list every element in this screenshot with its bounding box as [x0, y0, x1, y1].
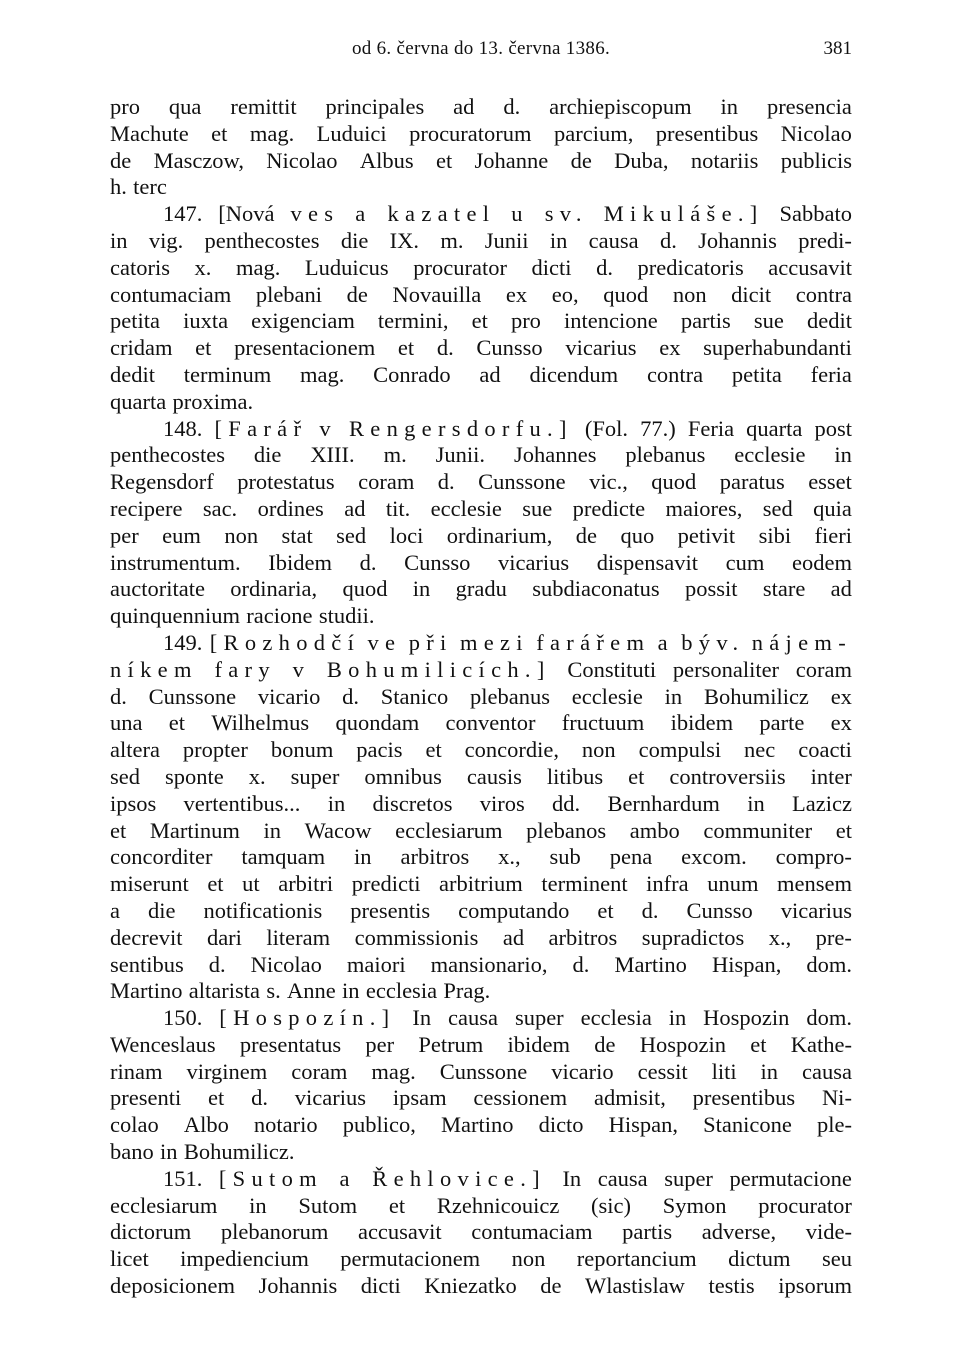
- text-line: a die notificationis presentis computando et d. Cunsso vicarius: [110, 897, 852, 923]
- text-line: per eum non stat sed loci ordinarium, de quo petivit sibi fieri: [110, 522, 852, 548]
- text-line: deposicionem Johannis dicti Kniezatko de Wlastislaw testis ipsorum: [110, 1273, 852, 1299]
- text-line: petita iuxta exigenciam termini, et pro intencione partis sue dedit: [110, 308, 852, 334]
- text-line: 151. [Sutom a Řehlovice.] In causa super permutacione: [163, 1165, 852, 1191]
- text-line: sentibus d. Nicolao maiori mansionario, d. Martino Hispan, dom.: [110, 951, 852, 977]
- text-line: sed sponte x. super omnibus causis litibus et controversiis inter: [110, 763, 852, 789]
- text-line: quinquennium racione studii.: [110, 603, 375, 629]
- text-line: miserunt et ut arbitri predicti arbitrium terminent infra unum mensem: [110, 871, 852, 897]
- text-line: licet impediencium permutacionem non reportancium dictum seu: [110, 1246, 852, 1272]
- text-line: quarta proxima.: [110, 388, 254, 414]
- text-line: ecclesiarum in Sutom et Rzehnicouicz (sic) Symon procurator: [110, 1192, 852, 1218]
- page-number: 381: [823, 38, 852, 59]
- text-line: recipere sac. ordines ad tit. ecclesie sue predicte maiores, sed quia: [110, 495, 852, 521]
- text-line: concorditer tamquam in arbitros x., sub pena excom. compro-: [110, 844, 852, 870]
- text-line: auctoritate ordinaria, quod in gradu subdiaconatus possit stare ad: [110, 576, 852, 602]
- running-head: od 6. června do 13. června 1386.: [351, 38, 611, 59]
- text-line: 147. [Nová ves a kazatel u sv. Mikuláše.] Sabbato: [163, 201, 852, 227]
- text-line: colao Albo notario publico, Martino dicto Hispan, Stanicone ple-: [110, 1112, 852, 1138]
- text-line: catoris x. mag. Luduicus procurator dicti d. predicatoris accusavit: [110, 254, 852, 280]
- text-line: in vig. penthecostes die IX. m. Junii in causa d. Johannis predi-: [110, 227, 852, 253]
- text-line: Martino altarista s. Anne in ecclesia Prag.: [110, 978, 491, 1004]
- text-line: 148. [Farář v Rengersdorfu.] (Fol. 77.) Feria quarta post: [163, 415, 852, 441]
- text-line: Regensdorf protestatus coram d. Cunssone vic., quod paratus esset: [110, 469, 852, 495]
- page-header: [110, 38, 852, 64]
- text-line: decrevit dari literam commissionis ad arbitros supradictos x., pre-: [110, 924, 852, 950]
- text-line: ipsos vertentibus... in discretos viros dd. Bernhardum in Lazicz: [110, 790, 852, 816]
- text-line: contumaciam plebani de Novauilla ex eo, quod non dicit contra: [110, 281, 852, 307]
- text-line: cridam et presentacionem et d. Cunsso vicarius ex superhabundanti: [110, 335, 852, 361]
- text-line: de Masczow, Nicolao Albus et Johanne de Duba, notariis publicis: [110, 147, 852, 173]
- text-line: et Martinum in Wacow ecclesiarum plebanos ambo communiter et: [110, 817, 852, 843]
- text-line: dictorum plebanorum accusavit contumaciam partis adverse, vide-: [110, 1219, 852, 1245]
- text-line: instrumentum. Ibidem d. Cunsso vicarius dispensavit cum eodem: [110, 549, 852, 575]
- text-line: 149. [Rozhodčí ve při mezi farářem a býv. nájem-: [163, 629, 852, 655]
- text-line: penthecostes die XIII. m. Junii. Johannes plebanus ecclesie in: [110, 442, 852, 468]
- text-line: bano in Bohumilicz.: [110, 1139, 295, 1165]
- text-line: una et Wilhelmus quondam conventor fructuum ibidem parte ex: [110, 710, 852, 736]
- text-line: níkem fary v Bohumilicích.] Constituti personaliter coram: [110, 656, 852, 682]
- text-line: d. Cunssone vicario d. Stanico plebanus ecclesie in Bohumilicz ex: [110, 683, 852, 709]
- text-line: Machute et mag. Luduici procuratorum parcium, presentibus Nicolao: [110, 120, 852, 146]
- text-line: presenti et d. vicarius ipsam cessionem admisit, presentibus Ni-: [110, 1085, 852, 1111]
- text-line: altera propter bonum pacis et concordie, non compulsi nec coacti: [110, 737, 852, 763]
- text-line: rinam virginem coram mag. Cunssone vicario cessit liti in causa: [110, 1058, 852, 1084]
- text-line: Wenceslaus presentatus per Petrum ibidem de Hospozin et Kathe-: [110, 1031, 852, 1057]
- text-line: pro qua remittit principales ad d. archiepiscopum in presencia: [110, 94, 852, 119]
- text-line: dedit terminum mag. Conrado ad dicendum contra petita feria: [110, 361, 852, 387]
- text-line: 150. [Hospozín.] In causa super ecclesia in Hospozin dom.: [163, 1005, 852, 1031]
- text-line: h. terc: [110, 174, 167, 200]
- body-text: [110, 94, 852, 1300]
